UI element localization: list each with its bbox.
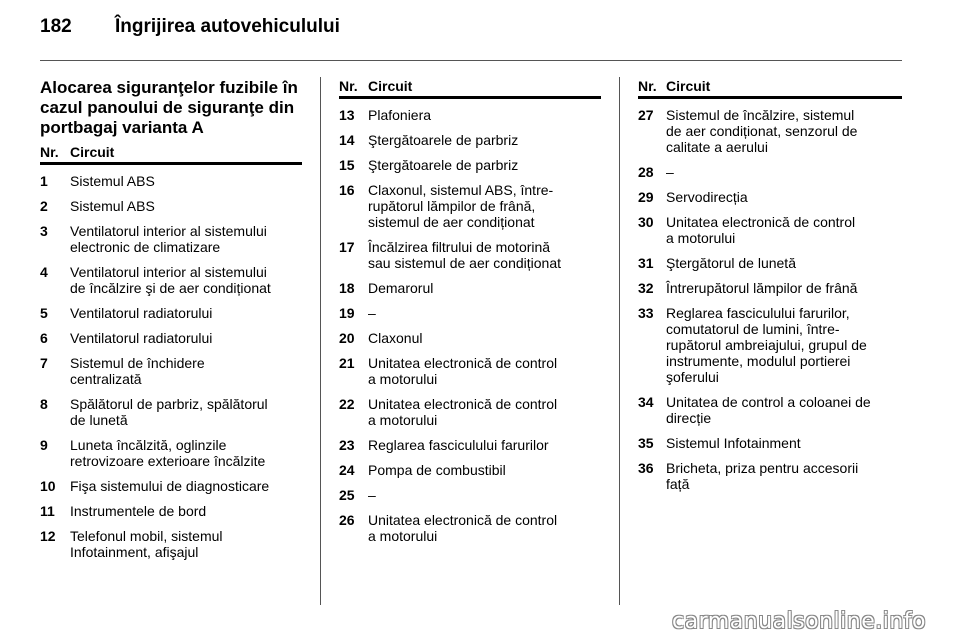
fuse-row — [40, 503, 302, 519]
circuit-description — [638, 189, 902, 205]
page-number: 182 — [40, 16, 72, 37]
circuit-description — [40, 478, 302, 494]
circuit-description — [339, 305, 601, 321]
fuse-column-2 — [339, 78, 601, 553]
circuit-description — [638, 394, 902, 426]
circuit-description — [40, 437, 302, 469]
circuit-line: de aer condiționat, senzorul de — [666, 123, 858, 139]
circuit-line: Bricheta, priza pentru accesorii — [666, 460, 859, 476]
fuse-number: 27 — [638, 107, 654, 123]
fuse-number: 21 — [339, 355, 355, 371]
circuit-description — [40, 264, 302, 296]
fuse-number: 7 — [40, 355, 48, 371]
circuit-description — [339, 355, 601, 387]
circuit-line: Sistemul Infotainment — [666, 435, 801, 451]
circuit-line: – — [368, 305, 376, 321]
fuse-row — [638, 394, 902, 426]
header-circuit: Circuit — [666, 78, 711, 94]
fuse-number: 35 — [638, 435, 654, 451]
fuse-number: 34 — [638, 394, 654, 410]
fuse-number: 10 — [40, 478, 56, 494]
circuit-line: rupătorul ambreiajului, grupul de — [666, 337, 867, 353]
circuit-line: Întrerupătorul lămpilor de frână — [666, 280, 858, 296]
fuse-row — [339, 512, 601, 544]
fuse-row — [40, 173, 302, 189]
circuit-line: Spălătorul de parbriz, spălătorul — [70, 396, 268, 412]
fuse-row — [638, 280, 902, 296]
fuse-number: 25 — [339, 487, 355, 503]
circuit-line: Ventilatorul interior al sistemului — [70, 264, 267, 280]
fuse-row — [40, 264, 302, 296]
fuse-list — [339, 99, 601, 544]
circuit-line: Unitatea electronică de control — [368, 396, 558, 412]
fuse-row — [638, 214, 902, 246]
circuit-line: centralizată — [70, 371, 142, 387]
column-divider — [320, 77, 321, 605]
table-header — [40, 144, 302, 165]
page-header — [40, 16, 902, 46]
circuit-line: Servodirecția — [666, 189, 748, 205]
fuse-row — [339, 437, 601, 453]
circuit-line: – — [666, 164, 674, 180]
watermark-text: carmanualsonline.info — [672, 609, 926, 634]
fuse-row — [339, 280, 601, 296]
fuse-number: 5 — [40, 305, 48, 321]
circuit-line: Ventilatorul radiatorului — [70, 305, 213, 321]
fuse-number: 13 — [339, 107, 355, 123]
header-circuit: Circuit — [368, 78, 413, 94]
fuse-number: 4 — [40, 264, 48, 280]
fuse-number: 24 — [339, 462, 355, 478]
circuit-line: rupătorul lămpilor de frână, — [368, 198, 536, 214]
fuse-number: 14 — [339, 132, 355, 148]
fuse-row — [638, 255, 902, 271]
fuse-number: 29 — [638, 189, 654, 205]
circuit-description — [40, 173, 302, 189]
fuse-row — [40, 437, 302, 469]
circuit-line: retrovizoare exterioare încălzite — [70, 453, 266, 469]
fuse-list — [638, 99, 902, 492]
fuse-number: 32 — [638, 280, 654, 296]
fuse-number: 15 — [339, 157, 355, 173]
circuit-line: Demarorul — [368, 280, 434, 296]
fuse-row — [40, 355, 302, 387]
fuse-number: 28 — [638, 164, 654, 180]
fuse-row — [339, 182, 601, 230]
circuit-line: a motorului — [368, 412, 438, 428]
fuse-number: 8 — [40, 396, 48, 412]
fuse-row — [40, 305, 302, 321]
fuse-column-3 — [638, 78, 902, 501]
fuse-column-1 — [40, 78, 302, 569]
circuit-line: Instrumentele de bord — [70, 503, 207, 519]
fuse-number: 16 — [339, 182, 355, 198]
fuse-row — [339, 462, 601, 478]
fuse-number: 3 — [40, 223, 48, 239]
circuit-line: direcție — [666, 410, 712, 426]
circuit-description — [339, 512, 601, 544]
circuit-line: a motorului — [368, 528, 438, 544]
fuse-number: 31 — [638, 255, 654, 271]
header-circuit: Circuit — [70, 144, 115, 160]
circuit-description — [339, 330, 601, 346]
circuit-line: a motorului — [368, 371, 438, 387]
fuse-row — [40, 478, 302, 494]
circuit-description — [40, 396, 302, 428]
fuse-row — [339, 330, 601, 346]
circuit-line: de lunetă — [70, 412, 128, 428]
fuse-list — [40, 165, 302, 560]
circuit-description — [339, 132, 601, 148]
circuit-description — [40, 355, 302, 387]
fuse-number: 19 — [339, 305, 355, 321]
circuit-description — [339, 182, 601, 230]
circuit-line: calitate a aerului — [666, 139, 768, 155]
circuit-description — [638, 214, 902, 246]
header-nr: Nr. — [339, 78, 358, 94]
circuit-line: Infotainment, afişajul — [70, 544, 199, 560]
header-nr: Nr. — [40, 144, 59, 160]
circuit-line: instrumente, modulul portierei — [666, 353, 851, 369]
fuse-number: 30 — [638, 214, 654, 230]
circuit-description — [638, 255, 902, 271]
section-title-line: cazul panoului de siguranţe din — [40, 98, 295, 117]
circuit-line: Ştergătoarele de parbriz — [368, 157, 519, 173]
fuse-row — [339, 107, 601, 123]
fuse-number: 22 — [339, 396, 355, 412]
circuit-description — [40, 223, 302, 255]
circuit-line: Unitatea de control a coloanei de — [666, 394, 871, 410]
circuit-line: – — [368, 487, 376, 503]
fuse-row — [40, 396, 302, 428]
section-title-line: Alocarea siguranţelor fuzibile în — [40, 78, 298, 97]
circuit-description — [40, 305, 302, 321]
fuse-row — [339, 487, 601, 503]
fuse-row — [638, 305, 902, 385]
fuse-row — [339, 305, 601, 321]
fuse-number: 1 — [40, 173, 48, 189]
circuit-description — [638, 460, 902, 492]
circuit-line: Reglarea fasciculului farurilor — [368, 437, 549, 453]
circuit-line: Luneta încălzită, oglinzile — [70, 437, 227, 453]
circuit-description — [40, 198, 302, 214]
circuit-line: Unitatea electronică de control — [666, 214, 856, 230]
fuse-number: 23 — [339, 437, 355, 453]
circuit-line: Sistemul de încălzire, sistemul — [666, 107, 855, 123]
fuse-row — [638, 435, 902, 451]
circuit-description — [40, 503, 302, 519]
fuse-row — [40, 330, 302, 346]
circuit-line: Claxonul — [368, 330, 423, 346]
circuit-line: Sistemul ABS — [70, 173, 155, 189]
circuit-line: Claxonul, sistemul ABS, între- — [368, 182, 554, 198]
circuit-line: Încălzirea filtrului de motorină — [368, 239, 551, 255]
circuit-description — [40, 528, 302, 560]
circuit-description — [40, 330, 302, 346]
circuit-line: Sistemul de închidere — [70, 355, 205, 371]
circuit-description — [339, 462, 601, 478]
circuit-line: Fişa sistemului de diagnosticare — [70, 478, 270, 494]
circuit-line: sistemul de aer condiționat — [368, 214, 535, 230]
fuse-row — [339, 157, 601, 173]
circuit-line: Ştergătoarele de parbriz — [368, 132, 519, 148]
fuse-row — [339, 396, 601, 428]
circuit-line: electronic de climatizare — [70, 239, 221, 255]
table-header — [339, 78, 601, 99]
circuit-description — [339, 437, 601, 453]
circuit-line: a motorului — [666, 230, 736, 246]
fuse-number: 20 — [339, 330, 355, 346]
fuse-number: 33 — [638, 305, 654, 321]
fuse-row — [638, 460, 902, 492]
fuse-number: 17 — [339, 239, 355, 255]
circuit-description — [638, 164, 902, 180]
table-header — [638, 78, 902, 99]
fuse-number: 6 — [40, 330, 48, 346]
circuit-line: Telefonul mobil, sistemul — [70, 528, 223, 544]
circuit-description — [638, 435, 902, 451]
fuse-number: 11 — [40, 503, 55, 519]
fuse-number: 36 — [638, 460, 654, 476]
fuse-row — [638, 189, 902, 205]
circuit-description — [339, 157, 601, 173]
circuit-description — [638, 280, 902, 296]
fuse-row — [40, 198, 302, 214]
circuit-description — [339, 280, 601, 296]
section-title-line: portbagaj varianta A — [40, 118, 204, 137]
page-title: Îngrijirea autovehiculului — [115, 16, 340, 37]
fuse-number: 12 — [40, 528, 56, 544]
fuse-number: 18 — [339, 280, 355, 296]
fuse-number: 26 — [339, 512, 355, 528]
circuit-line: Ventilatorul interior al sistemului — [70, 223, 267, 239]
header-divider — [40, 60, 902, 61]
circuit-line: de încălzire şi de aer condiționat — [70, 280, 271, 296]
fuse-number: 9 — [40, 437, 48, 453]
circuit-line: Unitatea electronică de control — [368, 355, 558, 371]
circuit-line: sau sistemul de aer condiționat — [368, 255, 561, 271]
circuit-line: Reglarea fasciculului farurilor, — [666, 305, 850, 321]
circuit-line: față — [666, 476, 690, 492]
circuit-line: Sistemul ABS — [70, 198, 155, 214]
fuse-number: 2 — [40, 198, 48, 214]
fuse-row — [339, 132, 601, 148]
circuit-line: Pompa de combustibil — [368, 462, 506, 478]
circuit-line: şoferului — [666, 369, 719, 385]
circuit-line: Unitatea electronică de control — [368, 512, 558, 528]
circuit-description — [339, 107, 601, 123]
circuit-line: Ştergătorul de lunetă — [666, 255, 796, 271]
circuit-line: Plafoniera — [368, 107, 432, 123]
fuse-row — [339, 239, 601, 271]
circuit-line: comutatorul de lumini, între- — [666, 321, 840, 337]
circuit-description — [638, 305, 902, 385]
circuit-description — [339, 396, 601, 428]
circuit-description — [339, 487, 601, 503]
circuit-description — [339, 239, 601, 271]
fuse-row — [638, 107, 902, 155]
column-divider — [619, 77, 620, 605]
section-title — [40, 78, 302, 138]
fuse-row — [339, 355, 601, 387]
fuse-row — [638, 164, 902, 180]
fuse-row — [40, 528, 302, 560]
fuse-row — [40, 223, 302, 255]
circuit-line: Ventilatorul radiatorului — [70, 330, 213, 346]
header-nr: Nr. — [638, 78, 657, 94]
circuit-description — [638, 107, 902, 155]
